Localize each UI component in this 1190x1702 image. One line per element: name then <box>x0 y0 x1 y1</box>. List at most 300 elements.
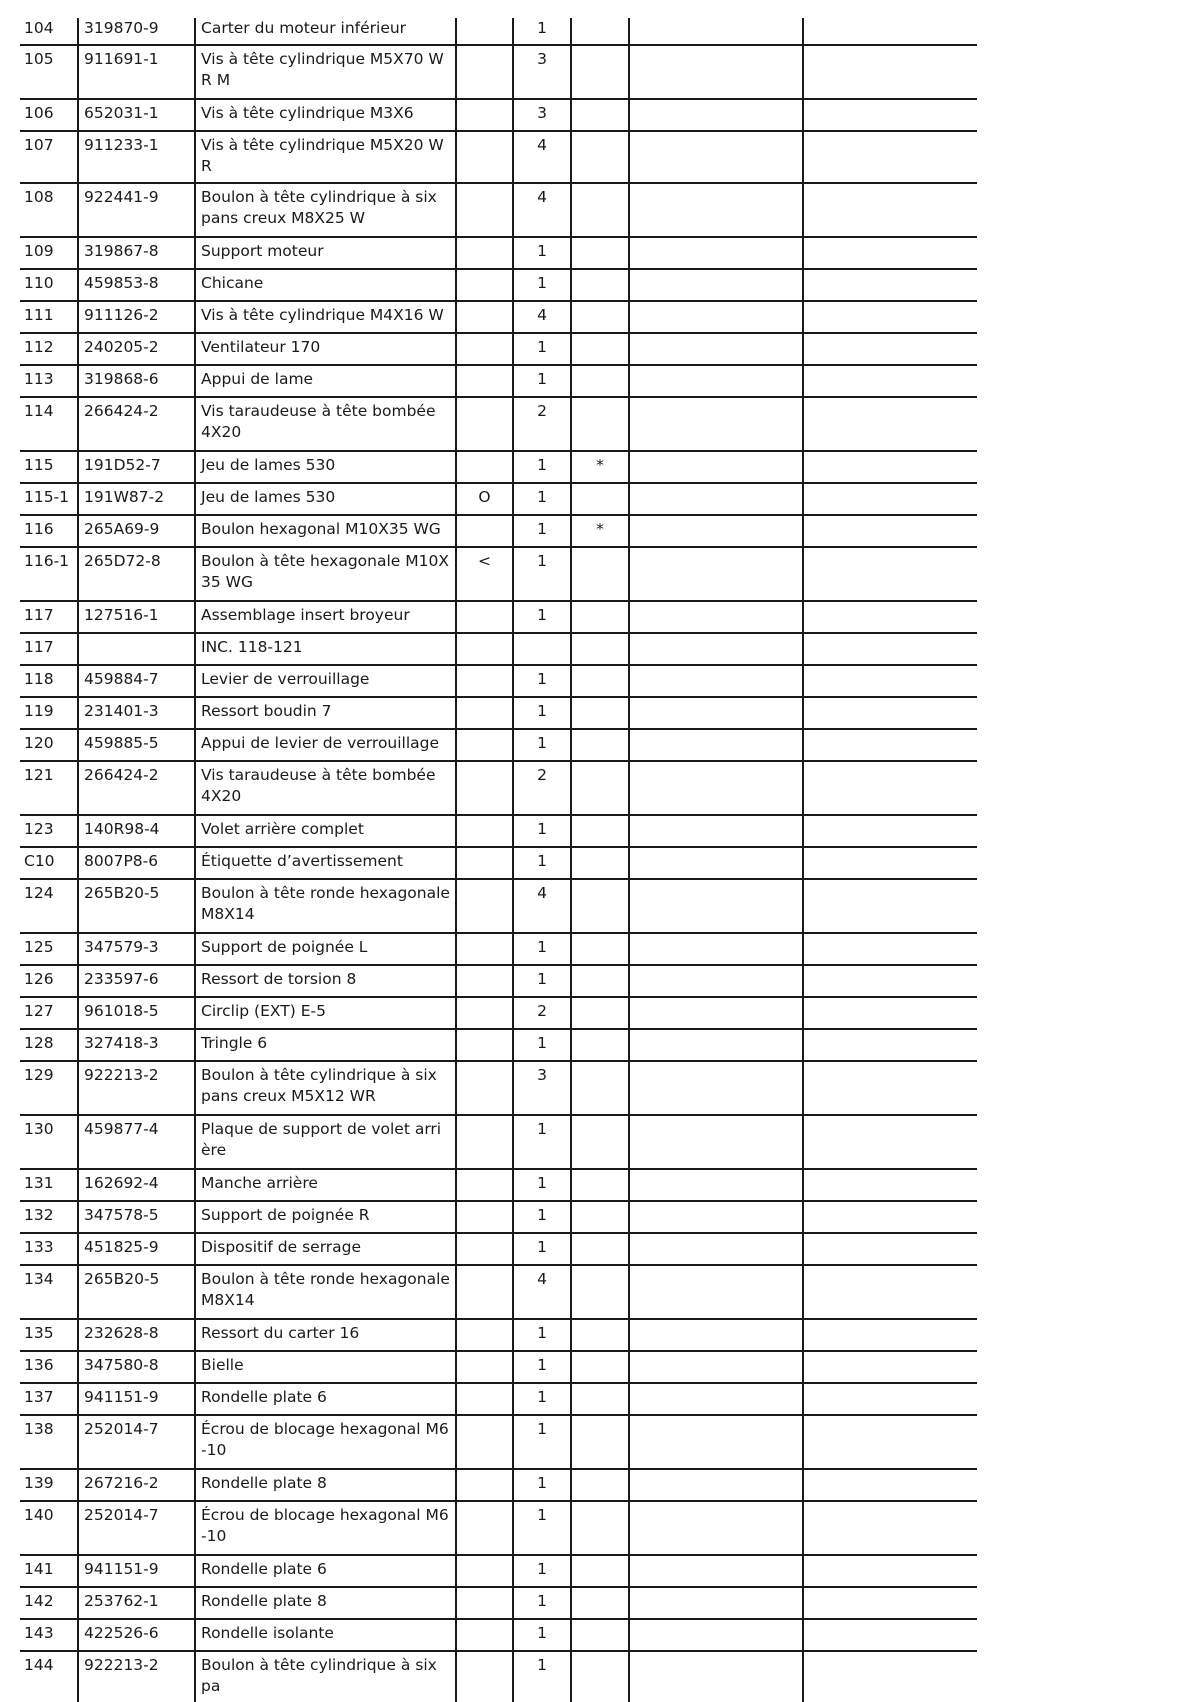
quantity-cell: 1 <box>513 1029 571 1061</box>
ref-cell: 137 <box>20 1383 78 1415</box>
ref-cell: 134 <box>20 1265 78 1319</box>
parts-table <box>20 18 977 1702</box>
empty-cell <box>803 601 977 633</box>
quantity-cell <box>513 633 571 665</box>
quantity-cell: 1 <box>513 965 571 997</box>
table-row <box>20 131 977 183</box>
empty-cell <box>629 847 803 879</box>
empty-cell <box>803 99 977 131</box>
mark-cell <box>571 237 629 269</box>
part-number-cell: 140R98-4 <box>78 815 195 847</box>
parts-table-body <box>20 18 977 1702</box>
description-cell: Jeu de lames 530 <box>195 451 456 483</box>
table-row <box>20 547 977 601</box>
description-cell: Étiquette d’avertissement <box>195 847 456 879</box>
mark-cell <box>571 301 629 333</box>
quantity-cell: 2 <box>513 761 571 815</box>
description-cell: Circlip (EXT) E-5 <box>195 997 456 1029</box>
description-cell: Rondelle plate 6 <box>195 1383 456 1415</box>
table-row <box>20 237 977 269</box>
empty-cell <box>629 933 803 965</box>
mark-cell <box>571 1061 629 1115</box>
table-row <box>20 1061 977 1115</box>
ref-cell: 129 <box>20 1061 78 1115</box>
option-cell <box>456 729 513 761</box>
part-number-cell: 459885-5 <box>78 729 195 761</box>
mark-cell <box>571 1383 629 1415</box>
option-cell <box>456 333 513 365</box>
description-cell: Appui de levier de verrouillage <box>195 729 456 761</box>
table-row <box>20 1115 977 1169</box>
table-row <box>20 1383 977 1415</box>
empty-cell <box>803 933 977 965</box>
part-number-cell: 319867-8 <box>78 237 195 269</box>
description-cell: Boulon à tête cylindrique à six pa <box>195 1651 456 1702</box>
table-row <box>20 933 977 965</box>
quantity-cell: 1 <box>513 1201 571 1233</box>
quantity-cell: 1 <box>513 847 571 879</box>
description-cell: Boulon à tête ronde hexagonale M8X14 <box>195 1265 456 1319</box>
part-number-cell: 922213-2 <box>78 1651 195 1702</box>
part-number-cell: 347579-3 <box>78 933 195 965</box>
ref-cell: 106 <box>20 99 78 131</box>
description-cell: Tringle 6 <box>195 1029 456 1061</box>
ref-cell: 132 <box>20 1201 78 1233</box>
empty-cell <box>629 45 803 99</box>
option-cell <box>456 99 513 131</box>
mark-cell <box>571 1555 629 1587</box>
description-cell: Vis à tête cylindrique M3X6 <box>195 99 456 131</box>
description-cell: Carter du moteur inférieur <box>195 18 456 45</box>
mark-cell <box>571 847 629 879</box>
empty-cell <box>629 601 803 633</box>
empty-cell <box>803 1319 977 1351</box>
empty-cell <box>803 1201 977 1233</box>
description-cell: Écrou de blocage hexagonal M6-10 <box>195 1501 456 1555</box>
ref-cell: 115-1 <box>20 483 78 515</box>
mark-cell <box>571 729 629 761</box>
ref-cell: 126 <box>20 965 78 997</box>
quantity-cell: 1 <box>513 451 571 483</box>
empty-cell <box>803 515 977 547</box>
table-row <box>20 451 977 483</box>
ref-cell: 105 <box>20 45 78 99</box>
empty-cell <box>629 697 803 729</box>
part-number-cell: 232628-8 <box>78 1319 195 1351</box>
empty-cell <box>629 1501 803 1555</box>
description-cell: Levier de verrouillage <box>195 665 456 697</box>
empty-cell <box>629 1029 803 1061</box>
part-number-cell: 459853-8 <box>78 269 195 301</box>
empty-cell <box>803 333 977 365</box>
option-cell <box>456 18 513 45</box>
mark-cell: * <box>571 515 629 547</box>
part-number-cell: 911233-1 <box>78 131 195 183</box>
empty-cell <box>629 1201 803 1233</box>
option-cell <box>456 1383 513 1415</box>
quantity-cell: 4 <box>513 1265 571 1319</box>
ref-cell: 117 <box>20 633 78 665</box>
option-cell <box>456 45 513 99</box>
part-number-cell: 652031-1 <box>78 99 195 131</box>
part-number-cell: 191D52-7 <box>78 451 195 483</box>
mark-cell <box>571 879 629 933</box>
option-cell <box>456 1469 513 1501</box>
description-cell: Ressort boudin 7 <box>195 697 456 729</box>
mark-cell <box>571 965 629 997</box>
option-cell <box>456 1061 513 1115</box>
description-cell: Ressort du carter 16 <box>195 1319 456 1351</box>
empty-cell <box>629 397 803 451</box>
mark-cell: * <box>571 451 629 483</box>
table-row <box>20 18 977 45</box>
quantity-cell: 1 <box>513 333 571 365</box>
empty-cell <box>803 847 977 879</box>
part-number-cell: 252014-7 <box>78 1415 195 1469</box>
table-row <box>20 1233 977 1265</box>
empty-cell <box>803 1115 977 1169</box>
empty-cell <box>803 183 977 237</box>
quantity-cell: 1 <box>513 1587 571 1619</box>
part-number-cell: 265B20-5 <box>78 879 195 933</box>
option-cell <box>456 1501 513 1555</box>
table-row <box>20 665 977 697</box>
quantity-cell: 1 <box>513 815 571 847</box>
empty-cell <box>803 633 977 665</box>
quantity-cell: 1 <box>513 729 571 761</box>
empty-cell <box>629 815 803 847</box>
ref-cell: 123 <box>20 815 78 847</box>
table-row <box>20 483 977 515</box>
table-row <box>20 1501 977 1555</box>
quantity-cell: 1 <box>513 665 571 697</box>
description-cell: Rondelle plate 6 <box>195 1555 456 1587</box>
empty-cell <box>803 269 977 301</box>
description-cell: Appui de lame <box>195 365 456 397</box>
option-cell <box>456 815 513 847</box>
ref-cell: 133 <box>20 1233 78 1265</box>
ref-cell: 114 <box>20 397 78 451</box>
mark-cell <box>571 397 629 451</box>
option-cell: < <box>456 547 513 601</box>
part-number-cell: 266424-2 <box>78 397 195 451</box>
empty-cell <box>629 965 803 997</box>
empty-cell <box>629 1651 803 1702</box>
table-row <box>20 183 977 237</box>
quantity-cell: 1 <box>513 515 571 547</box>
part-number-cell: 233597-6 <box>78 965 195 997</box>
option-cell <box>456 1233 513 1265</box>
option-cell <box>456 451 513 483</box>
empty-cell <box>629 1415 803 1469</box>
ref-cell: 107 <box>20 131 78 183</box>
ref-cell: 140 <box>20 1501 78 1555</box>
quantity-cell: 1 <box>513 547 571 601</box>
description-cell: Plaque de support de volet arrière <box>195 1115 456 1169</box>
empty-cell <box>803 237 977 269</box>
part-number-cell: 265B20-5 <box>78 1265 195 1319</box>
table-row <box>20 99 977 131</box>
empty-cell <box>629 633 803 665</box>
empty-cell <box>803 1619 977 1651</box>
table-row <box>20 729 977 761</box>
empty-cell <box>629 483 803 515</box>
description-cell: Jeu de lames 530 <box>195 483 456 515</box>
empty-cell <box>803 1415 977 1469</box>
option-cell <box>456 1201 513 1233</box>
empty-cell <box>629 1383 803 1415</box>
empty-cell <box>629 879 803 933</box>
table-row <box>20 1265 977 1319</box>
quantity-cell: 3 <box>513 99 571 131</box>
mark-cell <box>571 1233 629 1265</box>
quantity-cell: 1 <box>513 1319 571 1351</box>
ref-cell: 111 <box>20 301 78 333</box>
description-cell: Boulon à tête hexagonale M10X35 WG <box>195 547 456 601</box>
quantity-cell: 3 <box>513 45 571 99</box>
empty-cell <box>803 1061 977 1115</box>
table-row <box>20 815 977 847</box>
mark-cell <box>571 997 629 1029</box>
option-cell <box>456 269 513 301</box>
description-cell: Boulon à tête cylindrique à six pans creux M8X25 W <box>195 183 456 237</box>
part-number-cell: 911691-1 <box>78 45 195 99</box>
empty-cell <box>629 333 803 365</box>
empty-cell <box>803 1169 977 1201</box>
empty-cell <box>629 183 803 237</box>
mark-cell <box>571 131 629 183</box>
empty-cell <box>803 1383 977 1415</box>
option-cell <box>456 1555 513 1587</box>
description-cell: Dispositif de serrage <box>195 1233 456 1265</box>
description-cell: Support moteur <box>195 237 456 269</box>
empty-cell <box>629 1115 803 1169</box>
empty-cell <box>629 451 803 483</box>
part-number-cell: 266424-2 <box>78 761 195 815</box>
description-cell: Manche arrière <box>195 1169 456 1201</box>
empty-cell <box>803 397 977 451</box>
empty-cell <box>629 1351 803 1383</box>
option-cell <box>456 237 513 269</box>
option-cell <box>456 365 513 397</box>
empty-cell <box>629 1265 803 1319</box>
part-number-cell: 265A69-9 <box>78 515 195 547</box>
mark-cell <box>571 1265 629 1319</box>
part-number-cell: 127516-1 <box>78 601 195 633</box>
empty-cell <box>629 1619 803 1651</box>
table-row <box>20 697 977 729</box>
quantity-cell: 1 <box>513 1619 571 1651</box>
quantity-cell: 1 <box>513 269 571 301</box>
ref-cell: 135 <box>20 1319 78 1351</box>
empty-cell <box>629 131 803 183</box>
empty-cell <box>629 365 803 397</box>
mark-cell <box>571 1415 629 1469</box>
quantity-cell: 1 <box>513 1415 571 1469</box>
description-cell: Bielle <box>195 1351 456 1383</box>
ref-cell: 116-1 <box>20 547 78 601</box>
option-cell <box>456 965 513 997</box>
table-row <box>20 1351 977 1383</box>
ref-cell: 109 <box>20 237 78 269</box>
mark-cell <box>571 99 629 131</box>
empty-cell <box>803 365 977 397</box>
empty-cell <box>803 1651 977 1702</box>
part-number-cell: 451825-9 <box>78 1233 195 1265</box>
empty-cell <box>629 237 803 269</box>
quantity-cell: 1 <box>513 365 571 397</box>
part-number-cell: 240205-2 <box>78 333 195 365</box>
mark-cell <box>571 333 629 365</box>
quantity-cell: 1 <box>513 1233 571 1265</box>
empty-cell <box>629 1319 803 1351</box>
quantity-cell: 1 <box>513 1115 571 1169</box>
mark-cell <box>571 1501 629 1555</box>
mark-cell <box>571 815 629 847</box>
quantity-cell: 1 <box>513 1469 571 1501</box>
empty-cell <box>629 665 803 697</box>
ref-cell: 125 <box>20 933 78 965</box>
empty-cell <box>629 761 803 815</box>
description-cell: Boulon à tête ronde hexagonale M8X14 <box>195 879 456 933</box>
table-row <box>20 997 977 1029</box>
description-cell: Chicane <box>195 269 456 301</box>
description-cell: Ventilateur 170 <box>195 333 456 365</box>
description-cell: Ressort de torsion 8 <box>195 965 456 997</box>
option-cell <box>456 1169 513 1201</box>
table-row <box>20 301 977 333</box>
table-row <box>20 1319 977 1351</box>
ref-cell: 131 <box>20 1169 78 1201</box>
empty-cell <box>803 997 977 1029</box>
ref-cell: 116 <box>20 515 78 547</box>
mark-cell <box>571 45 629 99</box>
table-row <box>20 1029 977 1061</box>
option-cell <box>456 761 513 815</box>
mark-cell <box>571 1115 629 1169</box>
option-cell <box>456 933 513 965</box>
empty-cell <box>803 1501 977 1555</box>
option-cell <box>456 1029 513 1061</box>
part-number-cell: 252014-7 <box>78 1501 195 1555</box>
ref-cell: 138 <box>20 1415 78 1469</box>
table-row <box>20 269 977 301</box>
ref-cell: 143 <box>20 1619 78 1651</box>
quantity-cell: 1 <box>513 1351 571 1383</box>
option-cell <box>456 515 513 547</box>
part-number-cell: 319868-6 <box>78 365 195 397</box>
description-cell: Volet arrière complet <box>195 815 456 847</box>
empty-cell <box>803 879 977 933</box>
quantity-cell: 1 <box>513 1555 571 1587</box>
ref-cell: 136 <box>20 1351 78 1383</box>
ref-cell: 113 <box>20 365 78 397</box>
ref-cell: 124 <box>20 879 78 933</box>
mark-cell <box>571 365 629 397</box>
description-cell: Boulon à tête cylindrique à six pans creux M5X12 WR <box>195 1061 456 1115</box>
empty-cell <box>803 45 977 99</box>
description-cell: Rondelle plate 8 <box>195 1469 456 1501</box>
empty-cell <box>803 301 977 333</box>
table-row <box>20 601 977 633</box>
part-number-cell: 265D72-8 <box>78 547 195 601</box>
mark-cell <box>571 761 629 815</box>
table-row <box>20 1555 977 1587</box>
part-number-cell: 8007P8-6 <box>78 847 195 879</box>
option-cell <box>456 183 513 237</box>
table-row <box>20 1587 977 1619</box>
option-cell: O <box>456 483 513 515</box>
table-row <box>20 761 977 815</box>
part-number-cell: 191W87-2 <box>78 483 195 515</box>
quantity-cell: 1 <box>513 1383 571 1415</box>
empty-cell <box>803 1029 977 1061</box>
empty-cell <box>629 269 803 301</box>
part-number-cell: 459884-7 <box>78 665 195 697</box>
empty-cell <box>803 547 977 601</box>
empty-cell <box>803 665 977 697</box>
empty-cell <box>803 1469 977 1501</box>
part-number-cell: 922441-9 <box>78 183 195 237</box>
quantity-cell: 1 <box>513 1169 571 1201</box>
empty-cell <box>629 301 803 333</box>
quantity-cell: 1 <box>513 601 571 633</box>
ref-cell: 104 <box>20 18 78 45</box>
table-row <box>20 515 977 547</box>
option-cell <box>456 879 513 933</box>
table-row <box>20 1415 977 1469</box>
quantity-cell: 4 <box>513 879 571 933</box>
description-cell: Vis à tête cylindrique M5X70 WR M <box>195 45 456 99</box>
table-row <box>20 1619 977 1651</box>
part-number-cell: 319870-9 <box>78 18 195 45</box>
part-number-cell: 922213-2 <box>78 1061 195 1115</box>
part-number-cell: 941151-9 <box>78 1555 195 1587</box>
mark-cell <box>571 1619 629 1651</box>
ref-cell: 139 <box>20 1469 78 1501</box>
mark-cell <box>571 547 629 601</box>
option-cell <box>456 1651 513 1702</box>
description-cell: Boulon hexagonal M10X35 WG <box>195 515 456 547</box>
empty-cell <box>629 997 803 1029</box>
description-cell: INC. 118-121 <box>195 633 456 665</box>
part-number-cell: 941151-9 <box>78 1383 195 1415</box>
option-cell <box>456 633 513 665</box>
empty-cell <box>803 761 977 815</box>
empty-cell <box>629 1169 803 1201</box>
part-number-cell: 911126-2 <box>78 301 195 333</box>
empty-cell <box>803 965 977 997</box>
ref-cell: 127 <box>20 997 78 1029</box>
option-cell <box>456 697 513 729</box>
empty-cell <box>803 451 977 483</box>
quantity-cell: 1 <box>513 1651 571 1702</box>
description-cell: Écrou de blocage hexagonal M6-10 <box>195 1415 456 1469</box>
part-number-cell: 253762-1 <box>78 1587 195 1619</box>
quantity-cell: 1 <box>513 483 571 515</box>
table-row <box>20 1469 977 1501</box>
option-cell <box>456 601 513 633</box>
ref-cell: 118 <box>20 665 78 697</box>
empty-cell <box>803 483 977 515</box>
description-cell: Vis taraudeuse à tête bombée 4X20 <box>195 397 456 451</box>
table-row <box>20 633 977 665</box>
option-cell <box>456 665 513 697</box>
empty-cell <box>629 547 803 601</box>
quantity-cell: 4 <box>513 301 571 333</box>
part-number-cell: 327418-3 <box>78 1029 195 1061</box>
description-cell: Rondelle plate 8 <box>195 1587 456 1619</box>
